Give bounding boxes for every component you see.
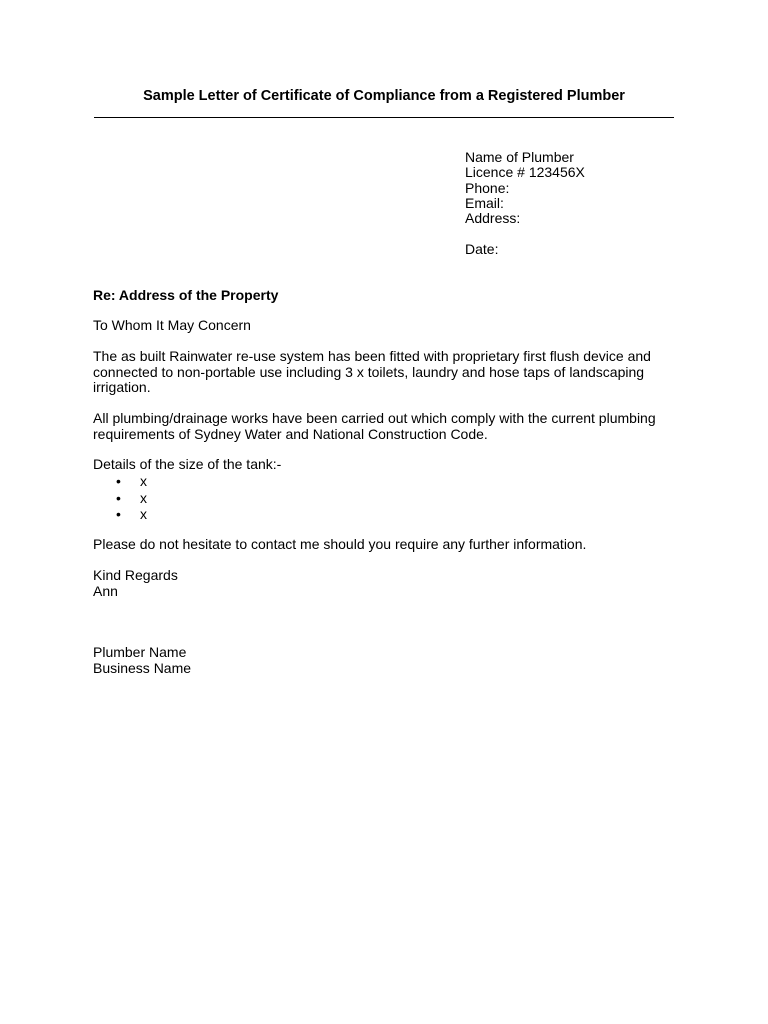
subject-line: Re: Address of the Property [93,287,279,303]
bullet-icon: • [116,489,121,506]
sender-address: Address: [465,210,521,227]
list-item [93,490,147,507]
closing-phrase: Kind Regards [93,567,178,583]
business-name: Business Name [93,659,192,676]
body-paragraph-2: All plumbing/drainage works have been carried out which comply with the current plumbing requirements of Sydney Water and National Construction Code. [93,410,656,442]
list-item [93,473,147,490]
sender-email: Email: [465,194,504,211]
document-title: Sample Letter of Certificate of Compliance from a Registered Plumber [143,88,625,104]
list-item-text: x [140,489,147,506]
closing-block [93,568,178,599]
sender-details-block [465,150,585,258]
bullet-icon: • [116,506,121,522]
salutation: To Whom It May Concern [93,317,251,333]
sender-name: Name of Plumber [465,149,574,165]
body-paragraph-1: The as built Rainwater re-use system has been fitted with proprietary first flush device and connected to non-portable use including 3 x toilets, laundry and hose taps of landscaping irrigation. [93,348,651,395]
letter-date: Date: [465,241,499,258]
plumber-name: Plumber Name [93,644,187,660]
list-item [93,506,147,523]
list-item-text: x [140,506,147,522]
contact-paragraph: Please do not hesitate to contact me should you require any further information. [93,536,587,552]
sender-licence: Licence # 123456X [465,164,585,181]
signoff-block [93,645,191,676]
sender-phone: Phone: [465,179,510,196]
bullet-icon: • [116,473,121,489]
title-underline-rule [94,117,674,118]
tank-details-intro: Details of the size of the tank:- [93,456,282,472]
list-item-text: x [140,473,147,489]
signed-by: Ann [93,582,118,599]
tank-details-list [93,473,147,523]
